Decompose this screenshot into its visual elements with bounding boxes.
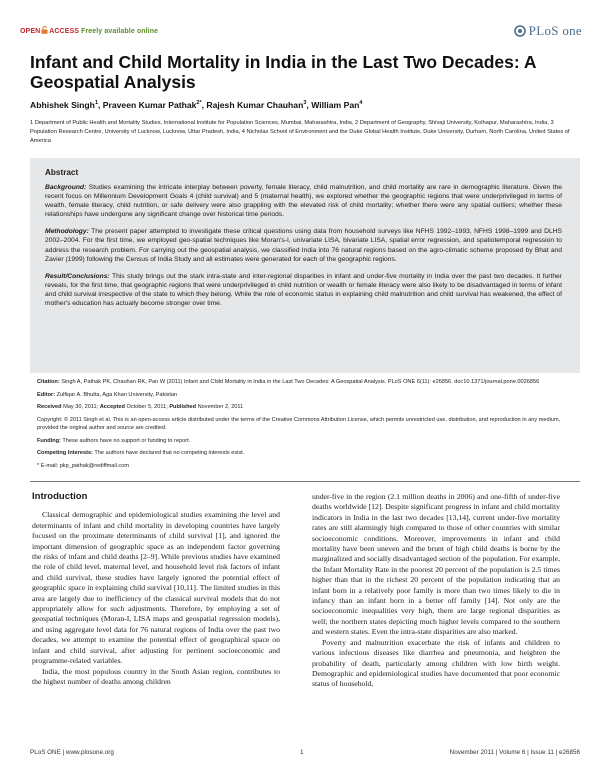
published-date: November 2, 2011 [197,404,244,410]
funding [37,437,577,446]
article-metadata [37,378,577,474]
author-list: Abhishek Singh$^1$, Praveen Kumar Pathak$^{2*}$, Rajesh Kumar Chauhan$^3$, William Pan$^4$ [30,100,363,110]
open-lock-icon [41,26,48,34]
accepted-label: Accepted [99,404,125,410]
accepted-date: October 5, 2011; [126,404,168,410]
background-text: Studies examining the intricate interplay between poverty, female literacy, child malnutrition, and child mortality are rare in demographic literature. Given the recent focus on Millennium Development Goals 4 (child survival) and 5 (maternal health), we explored whether the geographic regions that were underprivileged in terms of wealth, female literacy, child nutrition, or safe delivery were also grappling with the elevated risk of child mortality; whether there were any spatial outliers; whether these relationships have undergone any significant change over historical time periods. [45,184,562,219]
citation-label: Citation: [37,379,60,385]
editor [37,391,577,400]
footer-journal-site[interactable]: PLoS ONE | www.plosone.org [30,749,114,756]
footer-issue-info: November 2011 | Volume 6 | Issue 11 | e26856 [449,749,580,756]
affiliations: 1 Department of Public Health and Mortality Studies, International Institute for Population Sciences, Mumbai, Maharashtra, India, 2 Department of Geography, Shivaji University, Kolhapur, Maharashtra, India, 3 Population Research Centre, University of Lucknow, Lucknow, Uttar Pradesh, India, 4 Nicholas School of Environment and the Duke Global Health Institute, Duke University, Durham, North Carolina, United States of America [30,120,570,144]
results-label: Result/Conclusions: [45,272,110,280]
journal-logo-text: PLoS one [528,23,582,38]
background-label: Background: [45,184,87,191]
results-text: This study brings out the stark intra-state and inter-regional disparities in infant and under-five mortality in India over the past two decades. It further reveals, for the first time, that geographic regions that were underprivileged in child nutrition or wealth or female literacy were also likely to be disadvantaged in terms of infant and child survival irrespective of the state to which they belong. While the role of economic status in explaining child malnutrition and child survival has weakened, the effect of mother's education has actually become stronger over time. [45,272,562,308]
section-divider [30,481,580,482]
author-sup: 4 [359,100,363,107]
received-date: May 30, 2011; [63,404,99,410]
author-sup: 2* [196,100,202,107]
received-label: Received [37,404,62,410]
article-title: Infant and Child Mortality in India in the Last Two Decades: A Geospatial Analysis [30,52,536,92]
dates [37,403,577,412]
citation [37,378,577,387]
funding-label: Funding: [37,437,61,444]
citation-text: Singh A, Pathak PK, Chauhan RK, Pan W (2011) Infant and Child Mortality in India in the Last Two Decades: A Geospatial Analysis. PLoS ONE 6(11): e26856. doi:10.1371/journal.pone.0026856 [61,379,540,385]
competing-text: The authors have declared that no competing interests exist. [94,450,245,456]
methodology-text: The present paper attempted to investigate these critical questions using data from household surveys like NFHS 1992–1993, NFHS 1998–1999 and DLHS 2002–2004. For the first time, we employed geo-spatial techniques like Moran's-I, univariate LISA, bivariate LISA, spatial error regression, and spatiotemporal regression to address the research problem. For carrying out the geospatial analysis, we classified India into 76 natural regions based on the agro-climatic scheme proposed by Bhat and Zavier (1999) following the Census of India Study and all estimates were generated for each of the geographic regions. [45,228,562,263]
author-name: William Pan [311,100,360,110]
plos-logo-icon [514,24,526,38]
copyright: Copyright: © 2011 Singh et al. This is an open-access article distributed under the terms of the Creative Commons Attribution License, which permits unrestricted use, distribution, and reproduction in any medium, provided the original author and source are credited. [37,416,561,431]
freely-available-text: Freely available online [81,28,159,35]
plos-one-logo [514,20,582,42]
editor-text: Zulfiqar A. Bhutta, Aga Khan University, Pakistan [56,391,178,398]
open-access-banner [20,26,158,35]
funding-text: These authors have no support or funding to report. [62,437,191,444]
abstract-box [30,158,580,373]
abstract-methodology [45,227,562,263]
author-sup: 1 [94,100,98,107]
competing-label: Competing Interests: [37,450,93,456]
author-name: Praveen Kumar Pathak [102,100,197,110]
competing-interests [37,449,577,458]
paragraph: under-five in the region (2.1 million deaths in 2006) and one-fifth of under-five deaths worldwide [12]. Despite significant progress in infant and child mortality indicators in India in the last two decades [13,14], current under-five mortality rates are still alarmingly high compared to those of other countries with similar socioeconomic conditions. Moreover, improvements in infant and child mortality have been uneven and the brunt of high child deaths is borne by the marginalized and socially disadvantaged section of the population. For example, the Infant Mortality Rate in the poorest 20 percent of the population is 2.5 times higher than that in the richest 20 percent of the population indicating that an infant born in a relatively poor family is more than two times likely to die in infancy than an infant born in a better off family [14]. Not only are the socioeconomic inequalities very high, there are large regional disparities as well; the northern states depicting much higher levels compared to the southern and western states. Even the intra-state disparities are also marked. [312,492,560,637]
journal-header [20,20,582,42]
editor-label: Editor: [37,391,56,398]
methodology-label: Methodology: [45,228,89,236]
abstract-background [45,183,562,219]
body-column-left [32,492,280,687]
open-access-word2: ACCESS [49,28,80,35]
published-label: Published [169,404,197,410]
introduction-heading: Introduction [32,491,88,502]
body-column-right [312,492,560,690]
open-access-word1: OPEN [20,28,41,35]
abstract-results [45,272,562,308]
author-sup: 3 [303,100,307,107]
page-number: 1 [300,749,304,756]
paragraph: India, the most populous country in the South Asian region, contributes to the highest number of deaths among children [32,666,280,686]
paragraph: Poverty and malnutrition exacerbate the risk of infants and children to various infectious diseases like diarrhea and pneumonia, and heighten the probability of death, particularly among children with low birth weight. Demographic and epidemiological studies have documented that poor economic status of household, [312,637,560,689]
paragraph: Classical demographic and epidemiological studies examining the level and determinants of infant and child mortality in developing countries have largely focused on the proximate determinants of child survival [1], and ignored the important dimension of geographic space as an independent factor governing the risks of infant and child deaths [2–9]. While previous studies have examined the role of child level, maternal level, and household level risk factors of infant and child survival, these studies have largely ignored the potential effect of geographic space in explaining child survival [10,11]. The limited studies in this area are largely due to inefficiency of the classical survival models that do not appropriately allow for such adjustments. Therefore, by employing a set of geospatial techniques (Moran-I, LISA maps and geospatial regression models), and using aggregate level data for 76 natural regions of India over the past two decades, we attempt to examine the potential effect of geographical space on infant and child survival, after adjusting for pertinent socioeconomic and programme-related variables. [32,510,280,666]
email-link[interactable]: * E-mail: pkp_pathak@rediffmail.com [37,462,130,469]
author-name: Abhishek Singh [30,100,95,110]
author-name: Rajesh Kumar Chauhan [206,100,304,110]
abstract-heading: Abstract [45,168,79,177]
